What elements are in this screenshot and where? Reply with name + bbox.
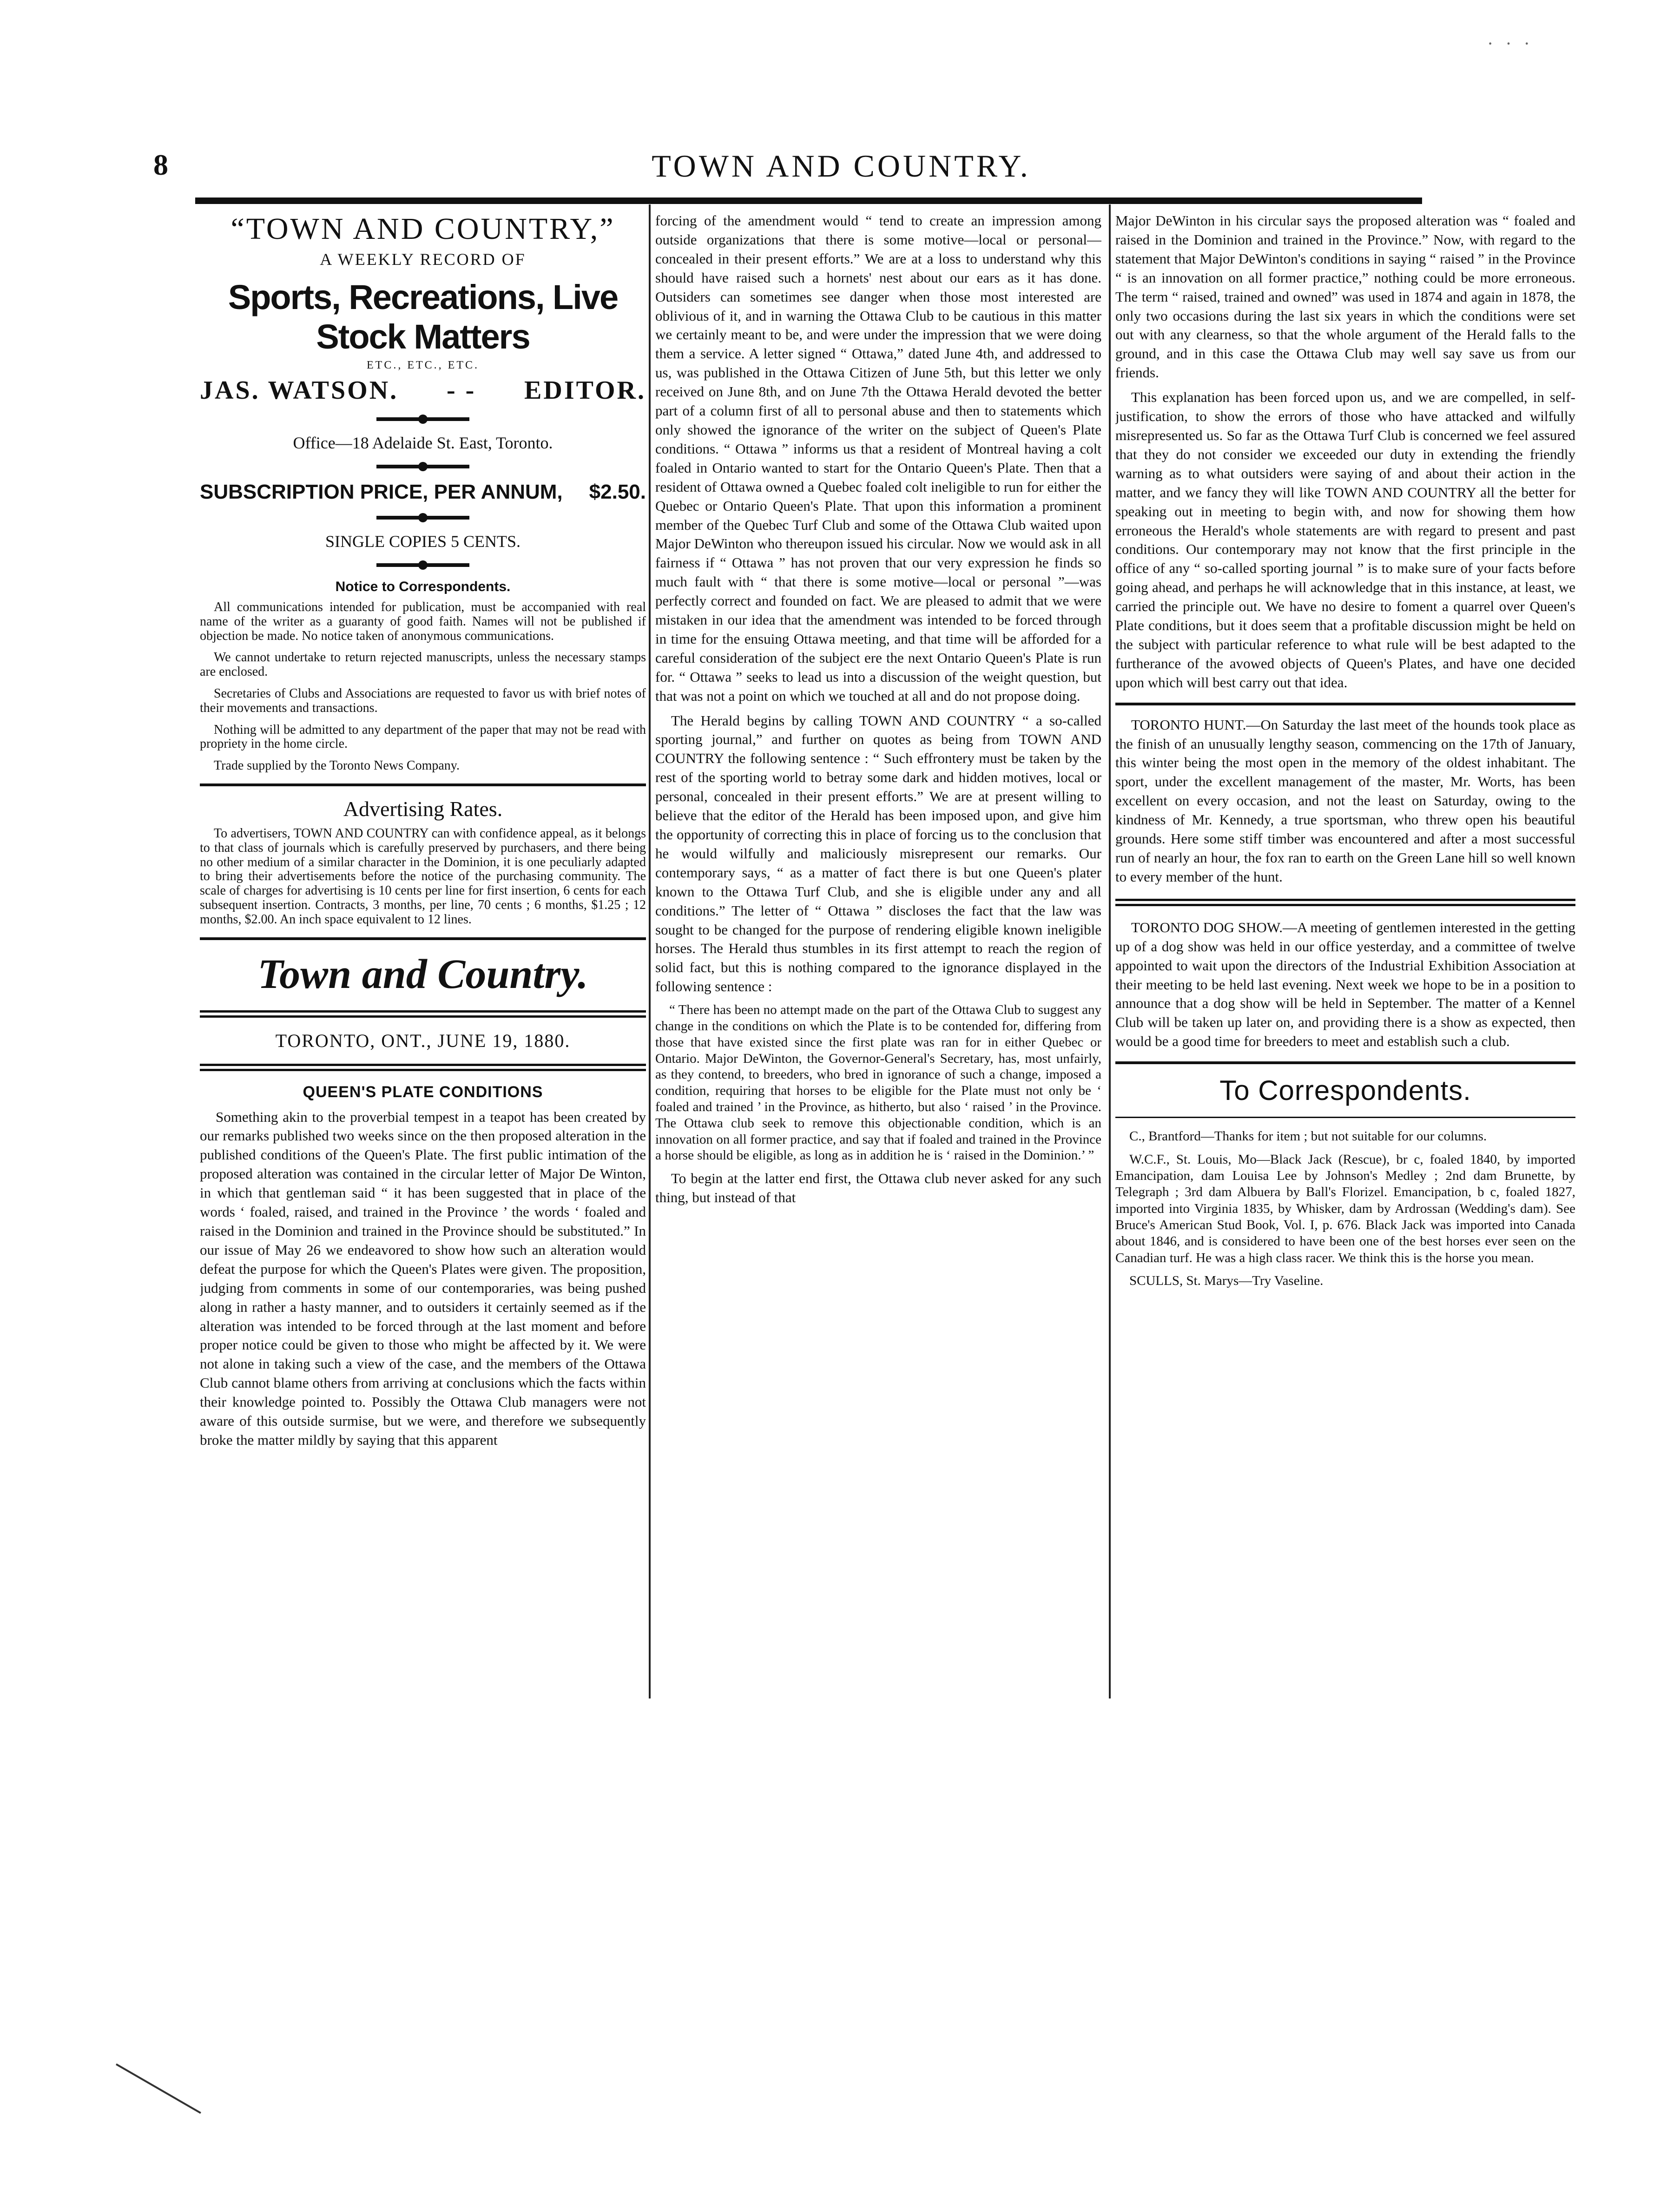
dog-show-text: —A meeting of gentlemen interested in the getting up of a dog show was held in our office yesterday, and a committee of twelve appointed to wait upon the directors of the Industrial Exhibition Association at their meeting to be held last evening. Next week we hope to be in a position to announce that a dog show will be held in September. The matter of a Kennel Club will be taken up later on, and providing there is a show as expected, then would be a good time for breeders to meet and establish such a club. — [1115, 919, 1575, 1050]
dog-show-item — [1115, 918, 1575, 1051]
article-quote: “ There has been no attempt made on the part of the Ottawa Club to suggest any change in the conditions on which the Plate is to be contended for, differing from those that have existed since the first plate was ran for in either Quebec or Ontario. Major DeWinton, the Governor-General's Secretary, has, most unfairly, as they contend, to breeders, who bred in ignorance of such a change, imposed a condition, requiring that horses to be eligible for the Plate must not only be ‘ foaled and trained ’ in the Province, as hitherto, but also ‘ raised ’ in the Province. The Ottawa club seek to remove this objectionable condition, which is an innovation on all former practice, and say that if foaled and trained in the Province a horse should be eligible, as long as in addition he is ‘ raised in the Dominion.’ ” — [655, 1002, 1101, 1163]
article-paragraph: The Herald begins by calling TOWN AND COUNTRY “ a so-called sporting journal,” and further on quotes as being from TOWN AND COUNTRY the following sentence : “ Such effrontery must be taken by the rest of the sporting world to betray some dark and hidden motives, local or personal, concealed in their present efforts.” We are at present willing to believe that the editor of the Herald has been imposed upon, and give him the opportunity of correcting this in place of forcing us to the conclusion that he would wilfully and maliciously misrepresent our remarks. Our contemporary says, “ as a matter of fact there is but one Queen's plater known to the Ottawa Turf Club, and she is eligible under any and all conditions.” The letter of “ Ottawa ” discloses the fact that the law was sought to be changed for the purpose of rendering eligible known ineligible horses. The Herald thus stumbles in its first attempt to reach the region of solid fact, but this is nothing compared to the ignorance displayed in the following sentence : — [655, 712, 1101, 995]
column-separator — [649, 204, 651, 1698]
ornament-rule — [376, 465, 469, 468]
scan-specks: · · · — [1487, 33, 1534, 54]
advertising-heading: Advertising Rates. — [343, 796, 503, 821]
correspondents-heading: To Correspondents. — [1219, 1075, 1471, 1106]
notice-paragraph: All communications intended for publication, must be accompanied with real name of the writer as a guaranty of good faith. Names will not be published if objection be made. No notice taken of anonymous communications. — [200, 600, 646, 643]
nameplate: Town and Country. — [257, 951, 588, 997]
notice-paragraph: Nothing will be admitted to any department of the paper that may not be read with propriety in the home circle. — [200, 722, 646, 751]
advertising-text: To advertisers, TOWN AND COUNTRY can with confidence appeal, as it belongs to that class of journals which is carefully preserved by purchasers, and there being no other medium of a similar character in the Dominion, it is one peculiarly adapted to bring their advertisements before the notice of the purchasing community. The scale of charges for advertising is 10 cents per line for first insertion, 6 cents for each subsequent insertion. Contracts, 3 months, per line, 70 cents ; 6 months, $1.25 ; 12 months, $2.00. An inch space equivalent to 12 lines. — [200, 826, 646, 927]
masthead-subtitle: A WEEKLY RECORD OF — [320, 250, 526, 269]
ornament-rule — [376, 417, 469, 421]
correspondent-reply: W.C.F., St. Louis, Mo—Black Jack (Rescue), br c, foaled 1840, by imported Emancipation, dam Louisa Lee by Johnson's Medley ; 2nd dam Brunette, by Telegraph ; 3rd dam Albuera by Ball's Florizel. Emancipation, b c, foaled 1827, imported into Virginia 1835, by Whisker, dam by Ardrossan (Wedding's dam). See Bruce's American Stud Book, Vol. I, p. 676. Black Jack was imported into Canada about 1846, and is considered to have been one of the best horses ever seen on the Canadian turf. He was a high class racer. We think this is the horse you mean. — [1115, 1152, 1575, 1265]
masthead-title: “TOWN AND COUNTRY,” — [231, 212, 615, 246]
article-paragraph: This explanation has been forced upon us, and we are compelled, in self-justification, to show the errors of those who have attacked and wilfully misrepresented us. So far as the Ottawa Turf Club is concerned we feel assured that they do not consider we exceeded our duty in extending the friendly warning as to what outsiders were saying of and about their action in the matter, and we fancy they will like TOWN AND COUNTRY all the better for speaking out in meeting to begin with, and now for showing them how erroneous the Herald's whole statements are with regard to present and past conditions. Our contemporary may not know that the first principle in the office of any “ so-called sporting journal ” is to make sure of your facts before going ahead, and perhaps he will acknowledge that in this instance, at least, we carried the principle out. We have no desire to foment a quarrel over Queen's Plate conditions, but it does seem that a profitable discussion might be held on the subject with particular reference to what rule will be best adapted to the furtherance of the avowed objects of Queen's Plates, and have one decided upon which will best carry out that idea. — [1115, 389, 1575, 691]
scan-mark — [116, 2063, 201, 2113]
subscription-label: SUBSCRIPTION PRICE, PER ANNUM, — [200, 481, 563, 503]
section-rule — [1115, 1061, 1575, 1064]
ornament-rule — [376, 516, 469, 520]
toronto-hunt-text: —On Saturday the last meet of the hounds took place as the finish of an unusually lengthy season, commencing on the 17th of January, this winter being the most open in the memory of the oldest inhabitant. The sport, under the excellent management of the master, Mr. Worts, has been excellent on every occasion, and not the least on Saturday, owing to the kindness of Mr. Kennedy, a true sportsman, who threw open his beautiful grounds. Here some stiff timber was encountered and after a most successful run of nearly an hour, the fox ran to earth on the Green Lane hill so well known to every member of the hunt. — [1115, 716, 1575, 885]
correspondent-reply: SCULLS, St. Marys—Try Vaseline. — [1129, 1273, 1324, 1289]
editor-name: JAS. WATSON. — [200, 376, 399, 405]
ornament-rule — [376, 563, 469, 567]
article-paragraph: To begin at the latter end first, the Ottawa club never asked for any such thing, but instead of that — [655, 1170, 1101, 1206]
column-separator — [1109, 204, 1111, 1698]
notice-paragraph: We cannot undertake to return rejected manuscripts, unless the necessary stamps are enclosed. — [200, 650, 646, 679]
article-heading: QUEEN'S PLATE CONDITIONS — [303, 1083, 543, 1101]
editor-dashes: - - — [446, 376, 476, 405]
page-number: 8 — [153, 148, 168, 181]
notice-heading: Notice to Correspondents. — [335, 579, 511, 594]
article-paragraph: Major DeWinton in his circular says the proposed alteration was “ foaled and raised in the Dominion and trained in the Province.” Now, with regard to the statement that Major DeWinton's conditions in saying “ raised ” in the Province “ is an innovation on all former practice,” nothing could be more erroneous. The term “ raised, trained and owned” was used in 1874 and again in 1878, the only two occasions during the last six years in which the conditions were set out with any clearness, so that the whole argument of the Herald falls to the ground, and in this case the Ottawa Club may well say save us from our friends. — [1115, 212, 1575, 381]
masthead-editor — [200, 375, 646, 405]
notice-paragraph: Trade supplied by the Toronto News Company. — [214, 758, 460, 773]
section-rule — [1115, 1117, 1575, 1118]
single-copies: SINGLE COPIES 5 CENTS. — [325, 532, 521, 551]
section-rule — [200, 783, 646, 786]
office-address: Office—18 Adelaide St. East, Toronto. — [293, 434, 553, 452]
notice-paragraph: Secretaries of Clubs and Associations are requested to favor us with brief notes of their movements and transactions. — [200, 686, 646, 715]
section-rule — [1115, 703, 1575, 705]
masthead-topics: Sports, Recreations, Live Stock Matters — [228, 278, 618, 356]
section-rule — [200, 1064, 646, 1071]
toronto-hunt-item — [1115, 716, 1575, 887]
column-2 — [655, 211, 1101, 1695]
header-rule — [195, 197, 1422, 204]
editor-title: EDITOR. — [524, 376, 646, 405]
toronto-hunt-lead: TORONTO HUNT. — [1131, 716, 1246, 733]
column-1 — [200, 211, 646, 1695]
section-rule — [200, 1010, 646, 1018]
article-paragraph: Something akin to the proverbial tempest in a teapot has been created by our remarks published two weeks since on the then proposed alteration in the published conditions of the Queen's Plate. The first public intimation of the proposed alteration was contained in the circular letter of Major De Winton, in which that gentleman said “ it has been suggested that in place of the words ‘ foaled, raised, and trained in the Province ’ the words ‘ foaled and raised in the Dominion and trained in the Province should be substituted.” In our issue of May 26 we endeavored to show how such an alteration would defeat the purpose for which the Queen's Plates were given. The proposition, judging from comments in some of our contemporaries, was being pushed along in rather a hasty manner, and to outsiders it certainly seemed as if the alteration was intended to be forced through at the last moment and before proper notice could be given to those who might be affected by it. We were not alone in taking such a view of the case, and the members of the Ottawa Club cannot blame others from arriving at conclusions which the facts within their knowledge pointed to. Possibly the Ottawa Club managers were not aware of this outside surmise, but we were, and therefore we subsequently broke the matter mildly by saying that this apparent — [200, 1108, 646, 1448]
running-title: TOWN AND COUNTRY. — [652, 148, 1031, 184]
page-header — [153, 148, 1529, 199]
column-3 — [1115, 211, 1575, 1695]
masthead-etc: ETC., ETC., ETC. — [367, 359, 479, 371]
subscription-price — [200, 481, 646, 504]
subscription-amount: $2.50. — [589, 481, 646, 503]
section-rule — [1115, 899, 1575, 906]
article-paragraph: forcing of the amendment would “ tend to create an impression among outside organizations that there is some motive—local or personal—concealed in their present efforts.” We are at a loss to understand why this should have raised such a hornets' nest about our ears as it has done. Outsiders can sometimes see danger when those most interested are oblivious of it, and in warning the Ottawa Club to be cautious in this matter we certainly meant to be, and were under the impression that we were doing them a service. A letter signed “ Ottawa,” dated June 4th, and addressed to us, was published in the Ottawa Citizen of June 5th, but this letter we only received on June 8th, and on June 7th the Ottawa Herald devoted the better part of a column first of all to personal abuse and then to statements which only showed the ignorance of the writer on the subject of Queen's Plate conditions. “ Ottawa ” informs us that a resident of Montreal having a colt foaled in Ontario wanted to start for the Ontario Queen's Plate. Then that a resident of Ottawa owned a Quebec foaled colt ineligible to run for either the Quebec or Ontario Queen's Plate. That upon this information a prominent member of the Quebec Turf Club and some of the Ottawa Club waited upon Major DeWinton who thereupon issued his circular. Now we would ask in all fairness if “ Ottawa ” has not proven that our very expression he finds so much fault with “ that there is some motive—local or personal ”—was perfectly correct and founded on fact. We are pleased to admit that we were mistaken in our idea that the amendment was intended to be forced through in time for the ensuing Ottawa meeting, and that time will be afforded for a careful consideration of the subject ere the next Ontario Queen's Plate is run for. “ Ottawa ” seeks to lead us into a discussion of the weight question, but that was not a point on which we touched at all and do not propose doing. — [655, 212, 1101, 704]
correspondent-reply: C., Brantford—Thanks for item ; but not suitable for our columns. — [1129, 1129, 1487, 1144]
dog-show-lead: TORONTO DOG SHOW. — [1131, 919, 1283, 935]
dateline: TORONTO, ONT., JUNE 19, 1880. — [275, 1030, 571, 1051]
section-rule — [200, 937, 646, 940]
